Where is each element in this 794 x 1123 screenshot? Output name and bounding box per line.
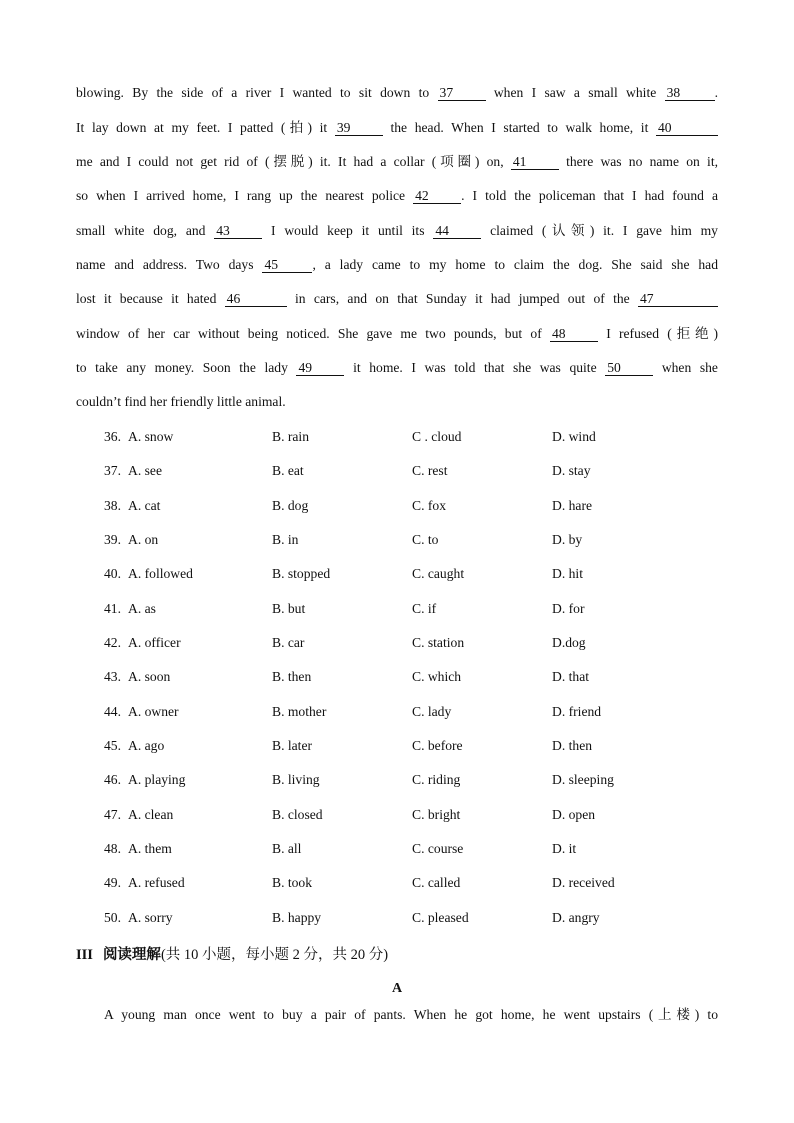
passage-line-9: to take any money. Soon the lady 49 it home. I was told that she was quite 50 when she <box>76 360 718 375</box>
section-description: (共 10 小题，每小题 2 分，共 20 分) <box>160 947 389 963</box>
blank-38: 38 <box>665 86 715 101</box>
option-a: A. clean <box>128 807 174 822</box>
option-a: A. playing <box>128 772 186 787</box>
option-b: B. later <box>272 738 313 753</box>
blank-41: 41 <box>511 155 559 170</box>
option-d: D. then <box>552 738 593 753</box>
blank-44: 44 <box>433 224 481 239</box>
option-a: A. snow <box>128 429 174 444</box>
option-b: B. dog <box>272 498 309 513</box>
question-number: 46. <box>104 772 121 787</box>
option-a: A. on <box>128 532 159 547</box>
option-a: A. cat <box>128 498 161 513</box>
option-a: A. officer <box>128 635 181 650</box>
option-d: D. hit <box>552 566 583 581</box>
option-d: D. wind <box>552 429 596 444</box>
section-number: III <box>76 947 93 963</box>
blank-47: 47 <box>638 292 718 307</box>
blank-50: 50 <box>605 361 653 376</box>
question-number: 42. <box>104 635 121 650</box>
blank-42: 42 <box>413 189 461 204</box>
option-a: A. sorry <box>128 910 173 925</box>
option-d: D. received <box>552 875 615 890</box>
option-b: B. took <box>272 875 313 890</box>
question-number: 41. <box>104 601 121 616</box>
passage-line-5: small white dog, and 43 I would keep it until its 44 claimed (认领) it. I gave him my <box>76 223 718 238</box>
question-number: 48. <box>104 841 121 856</box>
option-c: C. which <box>412 669 462 684</box>
reading-passage-first-line: A young man once went to buy a pair of pants. When he got home, he went upstairs (上楼) to <box>104 1007 718 1022</box>
option-c: C. before <box>412 738 463 753</box>
question-number: 45. <box>104 738 121 753</box>
option-b: B. rain <box>272 429 309 444</box>
passage-line-4: so when I arrived home, I rang up the nearest police 42 . I told the policeman that I had found a <box>76 188 719 203</box>
option-d: D. for <box>552 601 585 616</box>
option-a: A. see <box>128 463 162 478</box>
option-d: D. angry <box>552 910 600 925</box>
option-c: C. station <box>412 635 465 650</box>
option-b: B. living <box>272 772 320 787</box>
passage-line-1: blowing. By the side of a river I wanted to sit down to 37 when I saw a small white 38 . <box>76 85 718 100</box>
blank-46: 46 <box>225 292 287 307</box>
option-d: D. sleeping <box>552 772 614 787</box>
option-b: B. stopped <box>272 566 331 581</box>
option-b: B. but <box>272 601 306 616</box>
question-number: 39. <box>104 532 121 547</box>
option-a: A. as <box>128 601 156 616</box>
section-heading <box>76 944 388 966</box>
option-a: A. owner <box>128 704 179 719</box>
option-d: D.dog <box>552 635 586 650</box>
option-a: A. refused <box>128 875 185 890</box>
option-c: C. riding <box>412 772 461 787</box>
option-c: C. to <box>412 532 439 547</box>
passage-a-heading: A <box>391 981 403 996</box>
option-c: C. fox <box>412 498 446 513</box>
option-c: C. lady <box>412 704 452 719</box>
option-c: C. bright <box>412 807 461 822</box>
option-c: C. pleased <box>412 910 469 925</box>
option-c: C. caught <box>412 566 465 581</box>
blank-43: 43 <box>214 224 262 239</box>
blank-37: 37 <box>438 86 486 101</box>
option-a: A. followed <box>128 566 193 581</box>
passage-line-10: couldn’t find her friendly little animal. <box>76 394 286 409</box>
question-number: 49. <box>104 875 121 890</box>
option-a: A. them <box>128 841 172 856</box>
passage-line-6: name and address. Two days 45 , a lady came to my home to claim the dog. She said she had <box>76 257 719 272</box>
option-b: B. then <box>272 669 312 684</box>
option-b: B. all <box>272 841 302 856</box>
option-c: C . cloud <box>412 429 462 444</box>
question-number: 37. <box>104 463 121 478</box>
option-c: C. rest <box>412 463 448 478</box>
option-c: C. called <box>412 875 461 890</box>
blank-40: 40 <box>656 121 718 136</box>
question-number: 47. <box>104 807 121 822</box>
option-d: D. stay <box>552 463 591 478</box>
option-b: B. car <box>272 635 305 650</box>
passage-line-8: window of her car without being noticed. She gave me two pounds, but of 48 I refused (拒绝) <box>76 326 718 341</box>
question-number: 50. <box>104 910 121 925</box>
option-d: D. it <box>552 841 577 856</box>
option-d: D. hare <box>552 498 593 513</box>
question-number: 43. <box>104 669 121 684</box>
passage-line-3: me and I could not get rid of (摆脱) it. It had a collar (项圈) on, 41 there was no name on it, <box>76 154 718 169</box>
question-number: 44. <box>104 704 121 719</box>
question-number: 40. <box>104 566 121 581</box>
option-c: C. course <box>412 841 464 856</box>
option-d: D. by <box>552 532 583 547</box>
option-c: C. if <box>412 601 437 616</box>
blank-39: 39 <box>335 121 383 136</box>
option-a: A. ago <box>128 738 165 753</box>
passage-line-7: lost it because it hated 46 in cars, and on that Sunday it had jumped out of the 47 <box>76 289 718 309</box>
option-d: D. friend <box>552 704 602 719</box>
option-d: D. that <box>552 669 589 684</box>
blank-45: 45 <box>262 258 312 273</box>
option-b: B. eat <box>272 463 304 478</box>
passage-line-2: It lay down at my feet. I patted (拍) it 39 the head. When I started to walk home, it 40 <box>76 118 718 138</box>
option-d: D. open <box>552 807 596 822</box>
blank-48: 48 <box>550 327 598 342</box>
option-b: B. closed <box>272 807 323 822</box>
option-b: B. in <box>272 532 299 547</box>
blank-49: 49 <box>296 361 344 376</box>
option-b: B. mother <box>272 704 327 719</box>
option-b: B. happy <box>272 910 322 925</box>
question-number: 36. <box>104 429 121 444</box>
option-a: A. soon <box>128 669 171 684</box>
section-title: 阅读理解 <box>102 947 161 963</box>
question-number: 38. <box>104 498 121 513</box>
